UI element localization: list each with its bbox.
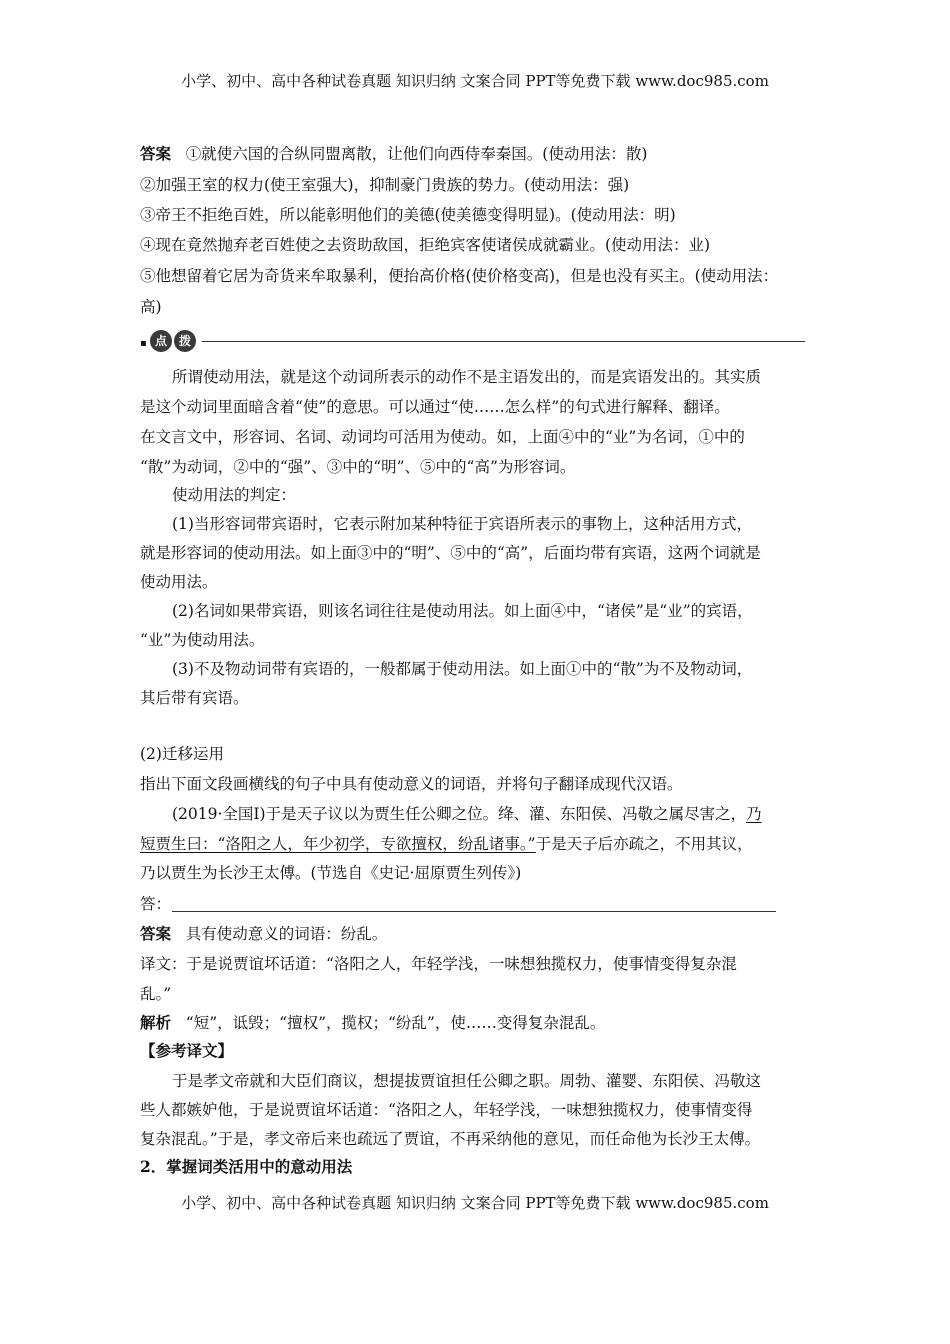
transfer-title: (2)迁移运用 xyxy=(140,745,224,763)
rule2-line-2: “业”为使动用法。 xyxy=(140,631,265,649)
answer2-line xyxy=(140,923,387,945)
rule1-line-3: 使动用法。 xyxy=(140,573,218,591)
answer-item-1: ①就使六国的合纵同盟离散，让他们向西侍奉秦国。(使动用法：散) xyxy=(185,145,648,163)
passage-text-1: (2019·全国Ⅰ)于是天子议以为贾生任公卿之位。绛、灌、东阳侯、冯敬之属尽害之， xyxy=(172,805,747,823)
answer-label: 答案 xyxy=(140,144,172,163)
answer-prompt: 答： xyxy=(140,895,172,913)
passage-line-1 xyxy=(172,803,762,825)
answer-item-5: ⑤他想留着它居为奇货来牟取暴利，便抬高价格(使价格变高)，但是也没有买主。(使动用法： xyxy=(140,267,779,285)
page-footer: 小学、初中、高中各种试卷真题 知识归纳 文案合同 PPT等免费下载 www.doc985.com xyxy=(181,1194,769,1212)
explain-p1-line-2: 是这个动词里面暗含着“使”的意思。可以通过“使……怎么样”的句式进行解释、翻译。 xyxy=(140,398,730,416)
page-header: 小学、初中、高中各种试卷真题 知识归纳 文案合同 PPT等免费下载 www.doc985.com xyxy=(181,72,769,90)
explain-p1-line-4: “散”为动词，②中的“强”、③中的“明”、⑤中的“高”为形容词。 xyxy=(140,458,576,476)
answer-item-4: ④现在竟然抛弃老百姓使之去资助敌国，拒绝宾客使诸侯成就霸业。(使动用法：业) xyxy=(140,236,711,254)
analysis-text: “短”，诋毁；“擅权”，揽权；“纷乱”，使……变得复杂混乱。 xyxy=(185,1014,606,1032)
reference-line-3: 复杂混乱。”于是，孝文帝后来也疏远了贾谊，不再采纳他的意见，而任命他为长沙王太傅。 xyxy=(140,1130,761,1148)
passage-text-2: 于是天子后亦疏之，不用其议， xyxy=(535,835,753,853)
rule1-line-1: (1)当形容词带宾语时，它表示附加某种特征于宾语所表示的事物上，这种活用方式， xyxy=(172,515,752,533)
rule1-line-2: 就是形容词的使动用法。如上面③中的“明”、⑤中的“高”，后面均带有宾语，这两个词就是 xyxy=(140,544,761,562)
transfer-instruction: 指出下面文段画横线的句子中具有使动意义的词语，并将句子翻译成现代汉语。 xyxy=(140,775,683,793)
tip-banner xyxy=(140,327,805,355)
tip-badge-bo: 拨 xyxy=(174,330,196,352)
dot-marker: ▪ xyxy=(140,338,147,349)
passage-line-3: 乃以贾生为长沙王太傅。(节选自《史记·屈原贾生列传》) xyxy=(140,864,522,882)
answer-item-3: ③帝王不拒绝百姓，所以能彰明他们的美德(使美德变得明显)。(使动用法：明) xyxy=(140,206,676,224)
judge-title: 使动用法的判定： xyxy=(172,486,297,504)
reference-title: 【参考译文】 xyxy=(140,1041,234,1060)
rule3-line-2: 其后带有宾语。 xyxy=(140,689,249,707)
translation-line-2: 乱。” xyxy=(140,985,172,1003)
rule3-line-1: (3)不及物动词带有宾语的，一般都属于使动用法。如上面①中的“散”为不及物动词， xyxy=(172,660,753,678)
next-section-heading: 2．掌握词类活用中的意动用法 xyxy=(140,1157,353,1176)
reference-line-2: 些人都嫉妒他，于是说贾谊坏话道：“洛阳之人，年轻学浅，一味想独揽权力，使事情变得 xyxy=(140,1101,753,1119)
passage-underline-1: 乃 xyxy=(746,805,762,823)
rule2-line-1: (2)名词如果带宾语，则该名词往往是使动用法。如上面④中，“诸侯”是“业”的宾语， xyxy=(172,602,753,620)
explain-p1-line-3: 在文言文中，形容词、名词、动词均可活用为使动。如，上面④中的“业”为名词，①中的 xyxy=(140,428,745,446)
explain-p1-line-1: 所谓使动用法，就是这个动词所表示的动作不是主语发出的，而是宾语发出的。其实质 xyxy=(172,368,762,386)
passage-underline-2: 短贾生曰：“洛阳之人，年少初学，专欲擅权，纷乱诸事。” xyxy=(140,835,536,853)
reference-line-1: 于是孝文帝就和大臣们商议，想提拔贾谊担任公卿之职。周勃、灌婴、东阳侯、冯敬这 xyxy=(172,1072,762,1090)
passage-line-2 xyxy=(140,833,753,855)
answer-item-5-cont: 高) xyxy=(140,298,162,316)
answer-line-1 xyxy=(140,143,647,165)
analysis-line xyxy=(140,1012,605,1034)
answer-blank-line[interactable] xyxy=(172,911,776,912)
translation-line-1: 译文：于是说贾谊坏话道：“洛阳之人，年轻学浅，一味想独揽权力，使事情变得复杂混 xyxy=(140,955,737,973)
answer2-text: 具有使动意义的词语：纷乱。 xyxy=(185,925,388,943)
answer2-label: 答案 xyxy=(140,924,172,943)
answer-item-2: ②加强王室的权力(使王室强大)，抑制豪门贵族的势力。(使动用法：强) xyxy=(140,176,630,194)
tip-badge-dian: 点 xyxy=(150,330,172,352)
analysis-label: 解析 xyxy=(140,1013,172,1032)
tip-divider xyxy=(202,341,805,342)
